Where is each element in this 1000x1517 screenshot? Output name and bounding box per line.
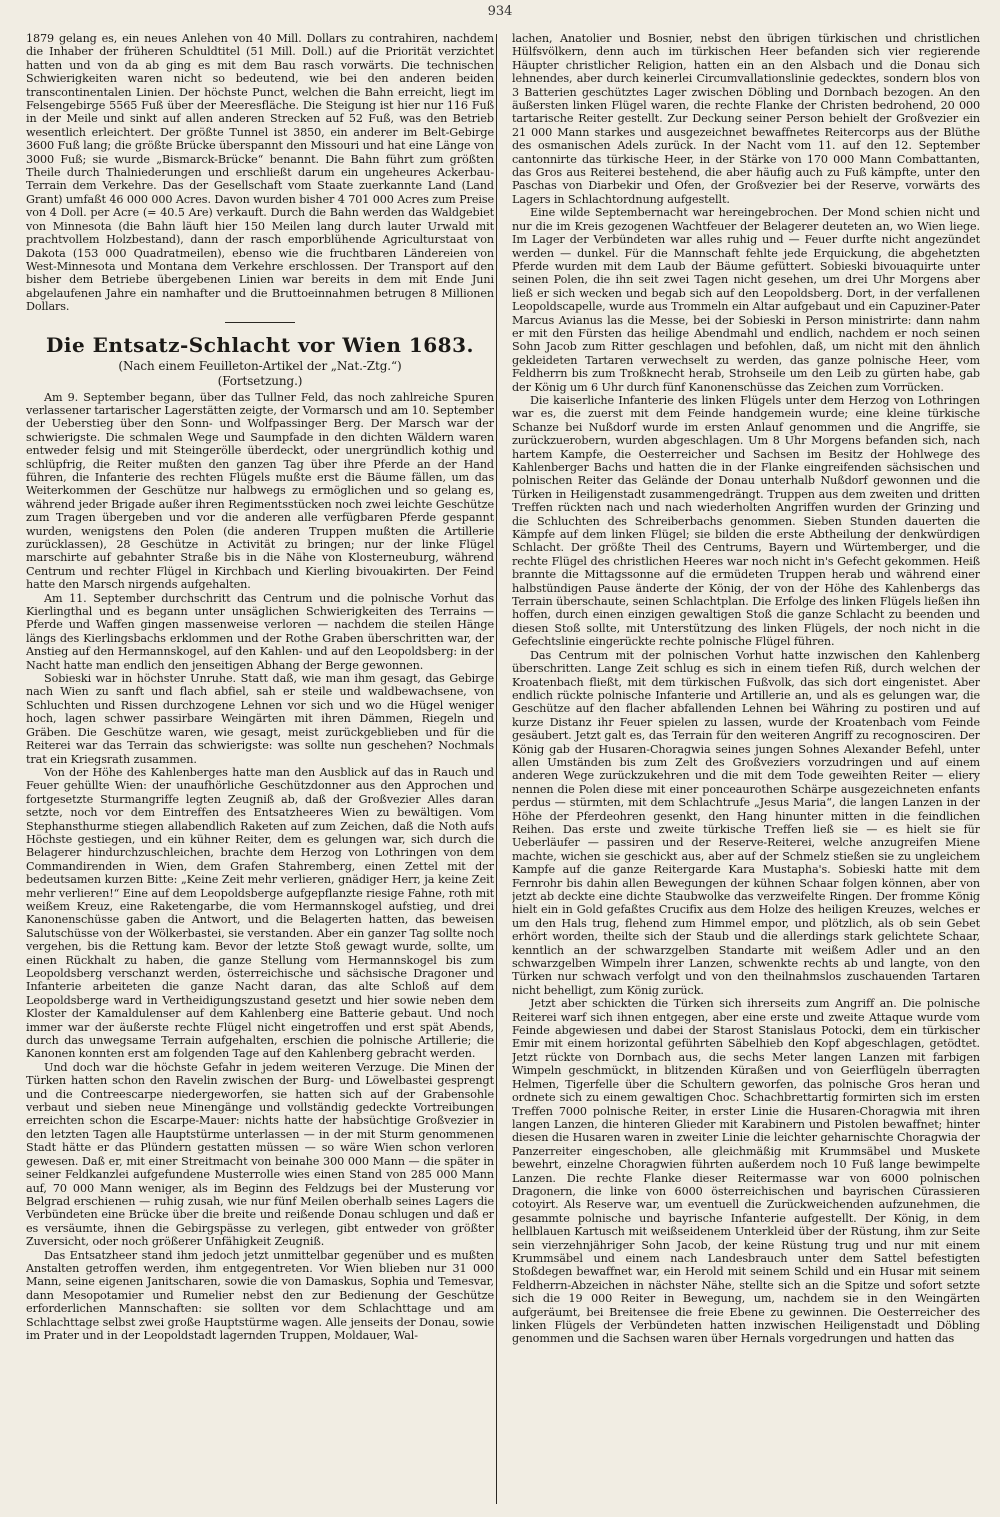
article-paragraph: Von der Höhe des Kahlenberges hatte man den Ausblick auf das in Rauch und Feuer gehüllte Wien: der unaufhörliche Geschützdonner aus den Approchen und fortgesetzte Sturmangriffe legten Zeugniß ab, daß der Großvezier Alles daran setzte, noch vor dem Eintreffen des Entsatzheeres Wien zu bewältigen. Vom Stephansthurme stiegen allabendlich Raketen auf zum Zeichen, daß die Noth aufs Höchste gestiegen, und ein kühner Reiter, dem es gelungen war, sich durch die Belagerer hindurchzuschleichen, brachte dem Herzog von Lothringen von dem Commandirenden in Wien, dem Grafen Stahremberg, einen Zettel mit der bedeutsamen kurzen Bitte: „Keine Zeit mehr verlieren, gnädiger Herr, ja keine Zeit mehr verlieren!“ Eine auf dem Leopoldsberge aufgepflanzte riesige Fahne, roth mit weißem Kreuz, eine Raketengarbe, die vom Hermannskogel aufstieg, und drei Kanonenschüsse gaben die Antwort, und die Belagerten hatten, das beweisen Salutschüsse von der Wölkerbastei, sie verstanden. Aber ein ganzer Tag sollte noch vergehen, bis die Rettung kam. Bevor der letzte Stoß gewagt wurde, sollte, um einen Rückhalt zu haben, die ganze Stellung vom Hermannskogel bis zum Leopoldsberg verschanzt werden, österreichische und sächsische Dragoner und Infanterie arbeiteten die ganze Nacht daran, das alte Schloß auf dem Leopoldsberge ward in Vertheidigungszustand gesetzt und hier sowie neben dem Kloster der Kamaldulenser auf dem Kahlenberg eine Batterie gebaut. Und noch immer war der äußerste rechte Flügel nicht eingetroffen und erst spät Abends, durch das unwegsame Terrain aufgehalten, erschien die polnische Artillerie; die Kanonen konnten erst am folgenden Tage auf den Kahlenberg gebracht werden. [26,765,494,1061]
column-divider [496,34,497,1504]
section-separator [225,322,295,323]
left-column [26,32,494,1507]
article-paragraph: Am 11. September durchschritt das Centrum und die polnische Vorhut das Kierlingthal und es begann unter unsäglichen Schwierigkeiten des Terrains — Pferde und Waffen gingen massenweise verloren — nachdem die steilen Hänge längs des Kierlingsbachs erklommen und der Rothe Graben überschritten war, der Anstieg auf den Hermannskogel, auf den Kahlen- und auf den Leopoldsberg: in der Nacht hatte man endlich den jenseitigen Abhang der Berge gewonnen. [26,591,494,672]
article-paragraph: Sobieski war in höchster Unruhe. Statt daß, wie man ihm gesagt, das Gebirge nach Wien zu sanft und flach abfiel, sah er steile und waldbewachsene, von Schluchten und Rissen durchzogene Lehnen vor sich und wo die Hügel weniger hoch, lagen schwer passirbare Weingärten mit ihren Dämmen, Riegeln und Gräben. Die Geschütze waren, wie gesagt, meist zurückgeblieben und für die Reiterei war das Terrain das schwierigste: was sollte nun geschehen? Nochmals trat ein Kriegsrath zusammen. [26,672,494,766]
railway-paragraph: 1879 gelang es, ein neues Anlehen von 40 Mill. Dollars zu contrahiren, nachdem die Inhaber der früheren Schuldtitel (51 Mill. Doll.) auf die Priorität verzichtet hatten und von da ab ging es mit dem Bau rasch vorwärts. Die technischen Schwierigkeiten waren nicht so bedeutend, wie bei den anderen beiden transcontinentalen Linien. Der höchste Punct, welchen die Bahn erreicht, liegt im Felsengebirge 5565 Fuß über der Meeresfläche. Die Steigung ist hier nur 116 Fuß in der Meile und sinkt auf allen anderen Strecken auf 52 Fuß, was den Betrieb wesentlich erleichtert. Der größte Tunnel ist 3850, ein anderer im Belt-Gebirge 3600 Fuß lang; die größte Brücke überspannt den Missouri und hat eine Länge von 3000 Fuß; sie wurde „Bismarck-Brücke“ benannt. Die Bahn führt zum größten Theile durch Thalniederungen und erschließt darum ein ungeheures Ackerbau-Terrain dem Verkehre. Das der Gesellschaft vom Staate zuerkannte Land (Land Grant) umfaßt 46 000 000 Acres. Davon wurden bisher 4 701 000 Acres zum Preise von 4 Doll. per Acre (= 40.5 Are) verkauft. Durch die Bahn werden das Waldgebiet von Minnesota (die Bahn läuft hier 150 Meilen lang durch lauter Urwald mit prachtvollem Holzbestand), dann der rasch emporblühende Agriculturstaat von Dakota (153 000 Quadratmeilen), ebenso wie die fruchtbaren Ländereien von West-Minnesota und Montana dem Verkehre erschlossen. Der Transport auf den bisher dem Betriebe übergebenen Linien war bereits in dem mit Ende Juni abgelaufenen Jahre ein namhafter und die Bruttoeinnahmen betrugen 8 Millionen Dollars. [26,32,494,314]
article-subtitle: (Nach einem Feuilleton-Artikel der „Nat.-Ztg.“) [118,358,402,373]
article-paragraph: Jetzt aber schickten die Türken sich ihrerseits zum Angriff an. Die polnische Reiterei warf sich ihnen entgegen, aber eine erste und zweite Attaque wurde vom Feinde abgewiesen und dabei der Starost Stanislaus Potocki, dem ein türkischer Emir mit einem horizontal geführten Säbelhieb den Kopf abgeschlagen, getödtet. Jetzt rückte von Dornbach aus, die sechs Meter langen Lanzen mit farbigen Wimpeln geschmückt, in blitzenden Küraßen und von Geierflügeln überragten Helmen, Tigerfelle über die Schultern geworfen, das polnische Gros heran und ordnete sich zu einem gewaltigen Choc. Schachbrettartig formirten sich im ersten Treffen 7000 polnische Reiter, in erster Linie die Husaren-Choragwia mit ihren langen Lanzen, die hinteren Glieder mit Karabinern und Pistolen bewaffnet; hinter diesen die Husaren waren in zweiter Linie die leichter geharnischte Choragwia der Panzerreiter eingeschoben, alle gleichmäßig mit Krummsäbel und Muskete bewehrt, einzelne Choragwien führten außerdem noch 10 Fuß lange bewimpelte Lanzen. Die rechte Flanke dieser Reitermasse war von 6000 polnischen Dragonern, die linke von 6000 österreichischen und bayrischen Cürassieren cotoyirt. Als Reserve war, um eventuell die Zurückweichenden aufzunehmen, die gesammte polnische und bayrische Infanterie aufgestellt. Der König, in dem hellblauen Kartusch mit weißseidenem Unterkleid über der Rüstung, ihm zur Seite sein vierzehnjähriger Sohn Jacob, der keine Rüstung trug und nur mit einem Krummsäbel und einem nach Landesbrauch unter dem Sattel befestigten Stoßdegen bewaffnet war, ein Herold mit seinem Schild und ein Husar mit seinem Feldherrn-Abzeichen in nächster Nähe, stellte sich an die Spitze und sofort setzte sich die 19 000 Reiter in Bewegung, um, nachdem sie in den Weingärten aufgeräumt, bei Breitensee die freie Ebene zu gewinnen. Die Oesterreicher des linken Flügels der Verbündeten hatten inzwischen Heiligenstadt und Döbling genommen und die Sachsen waren über Hernals vorgedrungen und hatten das [512,997,980,1346]
article-paragraph: Und doch war die höchste Gefahr in jedem weiteren Verzuge. Die Minen der Türken hatten schon den Ravelin zwischen der Burg- und Löwelbastei gesprengt und die Contreescarpe niedergeworfen, sie hatten sich auf der Grabensohle verbaut und sieben neue Minengänge und vollständig gedeckte Vortreibungen erreichten schon die Escarpe-Mauer: nichts hatte der habsüchtige Großvezier in den letzten Tagen alle Hauptstürme unterlassen — in der mit Sturm genommenen Stadt hätte er das Plündern gestatten müssen — so wäre Wien schon verloren gewesen. Daß er, mit einer Streitmacht von beinahe 300 000 Mann — die später in seiner Feldkanzlei aufgefundene Musterrolle wies einen Stand von 285 000 Mann auf, 70 000 Mann weniger, als im Beginn des Feldzugs bei der Musterung vor Belgrad erschienen — ruhig zusah, wie nur fünf Meilen oberhalb seines Lagers die Verbündeten eine Brücke über die breite und reißende Donau schlugen und daß er es versäumte, ihnen die Gebirgspässe zu verlegen, gibt entweder von größter Zuversicht, oder noch größerer Unfähigkeit Zeugniß. [26,1060,494,1249]
article-paragraph: lachen, Anatolier und Bosnier, nebst den übrigen türkischen und christlichen Hülfsvölkern, denn auch im türkischen Heer befanden sich vier regierende Häupter christlicher Religion, hatten ein an den Alsbach und die Donau sich lehnendes, aber durch keinerlei Circumvallationslinie gedecktes, sondern blos von 3 Batterien geschütztes Lager zwischen Döbling und Dornbach bezogen. An den äußersten linken Flügel waren, die rechte Flanke der Christen bedrohend, 20 000 tartarische Reiter gestellt. Zur Deckung seiner Person behielt der Großvezier ein 21 000 Mann starkes und ausgezeichnet bewaffnetes Reitercorps aus der Blüthe des osmanischen Adels zurück. In der Nacht vom 11. auf den 12. September cantonnirte das türkische Heer, in der Stärke von 170 000 Mann Combattanten, das Gros aus Reiterei bestehend, die aber häufig auch zu Fuß kämpfte, unter den Paschas von Diarbekir und Ofen, der Großvezier bei der Reserve, vorwärts des Lagers in Schlachtordnung aufgestellt. [512,32,980,206]
right-column [512,32,980,1507]
article-paragraph: Eine wilde Septembernacht war hereingebrochen. Der Mond schien nicht und nur die im Kreis gezogenen Wachtfeuer der Belagerer deuteten an, wo Wien liege. Im Lager der Verbündeten war alles ruhig und — Feuer durfte nicht angezündet werden — dunkel. Für die Mannschaft fehlte jede Erquickung, die abgehetzten Pferde wurden mit dem Laub der Bäume gefüttert. Sobieski bivouaquirte unter seinen Polen, die ihn seit zwei Tagen nicht gesehen, um drei Uhr Morgens aber ließ er sich wecken und begab sich auf den Leopoldsberg. Dort, in der verfallenen Leopoldscapelle, wurde aus Trommeln ein Altar aufgebaut und ein Capuziner-Pater Marcus Avianus las die Messe, bei der Sobieski in Person ministrirte: dann nahm er mit den Fürsten das heilige Abendmahl und endlich, nachdem er noch seinen Sohn Jacob zum Ritter geschlagen und befohlen, daß, um nicht mit den ähnlich gekleideten Tartaren verwechselt zu werden, das ganze polnische Heer, vom Feldherrn bis zum Troßknecht herab, Strohseile um den Leib zu gürten habe, gab der König um 6 Uhr durch fünf Kanonenschüsse das Zeichen zum Vorrücken. [512,206,980,394]
article-paragraph: Die kaiserliche Infanterie des linken Flügels unter dem Herzog von Lothringen war es, die zuerst mit dem Feinde handgemein wurde; eine kleine türkische Schanze bei Nußdorf wurde im ersten Anlauf genommen und die Angriffe, sie zurückzuerobern, wurden abgeschlagen. Um 8 Uhr Morgens befanden sich, nach hartem Kampfe, die Oesterreicher und Sachsen im Besitz der Hohlwege des Kahlenberger Bachs und hatten die in der Flanke eingreifenden sächsischen und polnischen Reiter das Gelände der Donau unterhalb Nußdorf gewonnen und die Türken in Heiligenstadt zusammengedrängt. Truppen aus dem zweiten und dritten Treffen rückten nach und nach wiederholten Angriffen wurden der Grinzing und die Schluchten des Schreiberbachs genommen. Sieben Stunden dauerten die Kämpfe auf dem linken Flügel; sie bilden die erste Abtheilung der denkwürdigen Schlacht. Der größte Theil des Centrums, Bayern und Würtemberger, und die rechte Flügel des christlichen Heeres war noch nicht in's Gefecht gekommen. Heiß brannte die Mittagssonne auf die ermüdeten Truppen herab und während einer halbstündigen Pause änderte der König, der von der Höhe des Kahlenbergs das Terrain überschaute, seinen Schlachtplan. Die Erfolge des linken Flügels ließen ihn hoffen, durch einen einzigen gewaltigen Stoß die ganze Schlacht zu beenden und diesen Stoß sollte, mit Unterstützung des linken Flügels, der noch nicht in die Gefechtslinie eingerückte rechte polnische Flügel führen. [512,393,980,649]
article-continuation: (Fortsetzung.) [217,373,303,388]
article-title: Die Entsatz-Schlacht vor Wien 1683. [46,332,474,357]
article-paragraph: Das Centrum mit der polnischen Vorhut hatte inzwischen den Kahlenberg überschritten. Lange Zeit schlug es sich in einem tiefen Riß, durch welchen der Kroatenbach fließt, mit dem türkischen Fußvolk, das sich dort eingenistet. Aber endlich rückte polnische Infanterie und Artillerie an, und als es gelungen war, die Geschütze auf den flacher abfallenden Lehnen bei Währing zu postiren und auf kurze Distanz ihr Feuer spielen zu lassen, wurde der Kroatenbach vom Feinde gesäubert. Jetzt galt es, das Terrain für den weiteren Angriff zu recognosciren. Der König gab der Husaren-Choragwia seines jungen Sohnes Alexander Befehl, unter allen Umständen bis zum Zelt des Großveziers vorzudringen und auf einem anderen Wege zurückzukehren und die mit dem Tode geweihten Reiter — eliery nennen die Polen diese mit einer ponceaurothen Schärpe ausgezeichneten enfants perdus — stürmten, mit dem Schlachtrufe „Jesus Maria“, die langen Lanzen in der Höhe der Pferdeohren gesenkt, den Hang hinunter mitten in die feindlichen Reihen. Das erste und zweite türkische Treffen ließ sie — es hielt sie für Ueberläufer — passiren und der Reserve-Reiterei, welche anzugreifen Miene machte, wichen sie geschickt aus, aber auf der Schmelz stießen sie zu ungleichem Kampfe auf die ganze Reitergarde Kara Mustapha's. Sobieski hatte mit dem Fernrohr bis dahin allen Bewegungen der kühnen Schaar folgen können, aber von jetzt ab deckte eine dichte Staubwolke das verzweifelte Ringen. Der fromme König hielt ein in Gold gefaßtes Crucifix aus dem Holze des heiligen Kreuzes, welches er um den Hals trug, flehend zum Himmel empor, und plötzlich, als ob sein Gebet erhört worden, theilte sich der Staub und die allerdings stark gelichtete Schaar, kenntlich an der schwarzgelben Standarte mit weißem Adler und an den schwarzgelben Wimpeln ihrer Lanzen, schwenkte rechts ab und langte, von den Türken nur schwach verfolgt und von den theilnahmslos zuschauenden Tartaren nicht behelligt, zum König zurück. [512,648,980,997]
page-number: 934 [487,4,513,19]
article-paragraph: Das Entsatzheer stand ihm jedoch jetzt unmittelbar gegenüber und es mußten Anstalten getroffen werden, ihm entgegentreten. Vor Wien blieben nur 31 000 Mann, seine eigenen Janitscharen, sowie die von Damaskus, Sophia und Temesvar, dann Mesopotamier und Rumelier nebst den zur Bedienung der Geschütze erforderlichen Mannschaften: sie sollten vor dem Schlachttage und am Schlachttage selbst zwei große Hauptstürme wagen. Alle jenseits der Donau, sowie im Prater und in der Leopoldstadt lagernden Truppen, Moldauer, Wal- [26,1248,494,1342]
article-paragraph: Am 9. September begann, über das Tullner Feld, das noch zahlreiche Spuren verlassener tartarischer Lagerstätten zeigte, der Vormarsch und am 10. September der Ueberstieg über den Sonn- und Wolfpassinger Berg. Der Marsch war der schwierigste. Die schmalen Wege und Saumpfade in den dichten Wäldern waren entweder felsig und mit Steingerölle überdeckt, oder unergründlich kothig und schlüpfrig, die Reiter mußten den ganzen Tag über ihre Pferde an der Hand führen, die Infanterie des rechten Flügels mußte erst die Bäume fällen, um das Weiterkommen der Geschütze nur halbwegs zu ermöglichen und so gelang es, während jeder Brigade außer ihren Regimentsstücken noch zwei leichte Geschütze zum Tragen übergeben und vor die anderen alle verfügbaren Pferde gespannt wurden, wenigstens den Polen (die anderen Truppen mußten die Artillerie zurücklassen), 28 Geschütze in Activität zu bringen; nur der linke Flügel marschirte auf gebahnter Straße bis in die Nähe von Klosterneuburg, während Centrum und rechter Flügel in Kirchbach und Kierling bivouakirten. Der Feind hatte den Marsch nirgends aufgehalten. [26,390,494,592]
